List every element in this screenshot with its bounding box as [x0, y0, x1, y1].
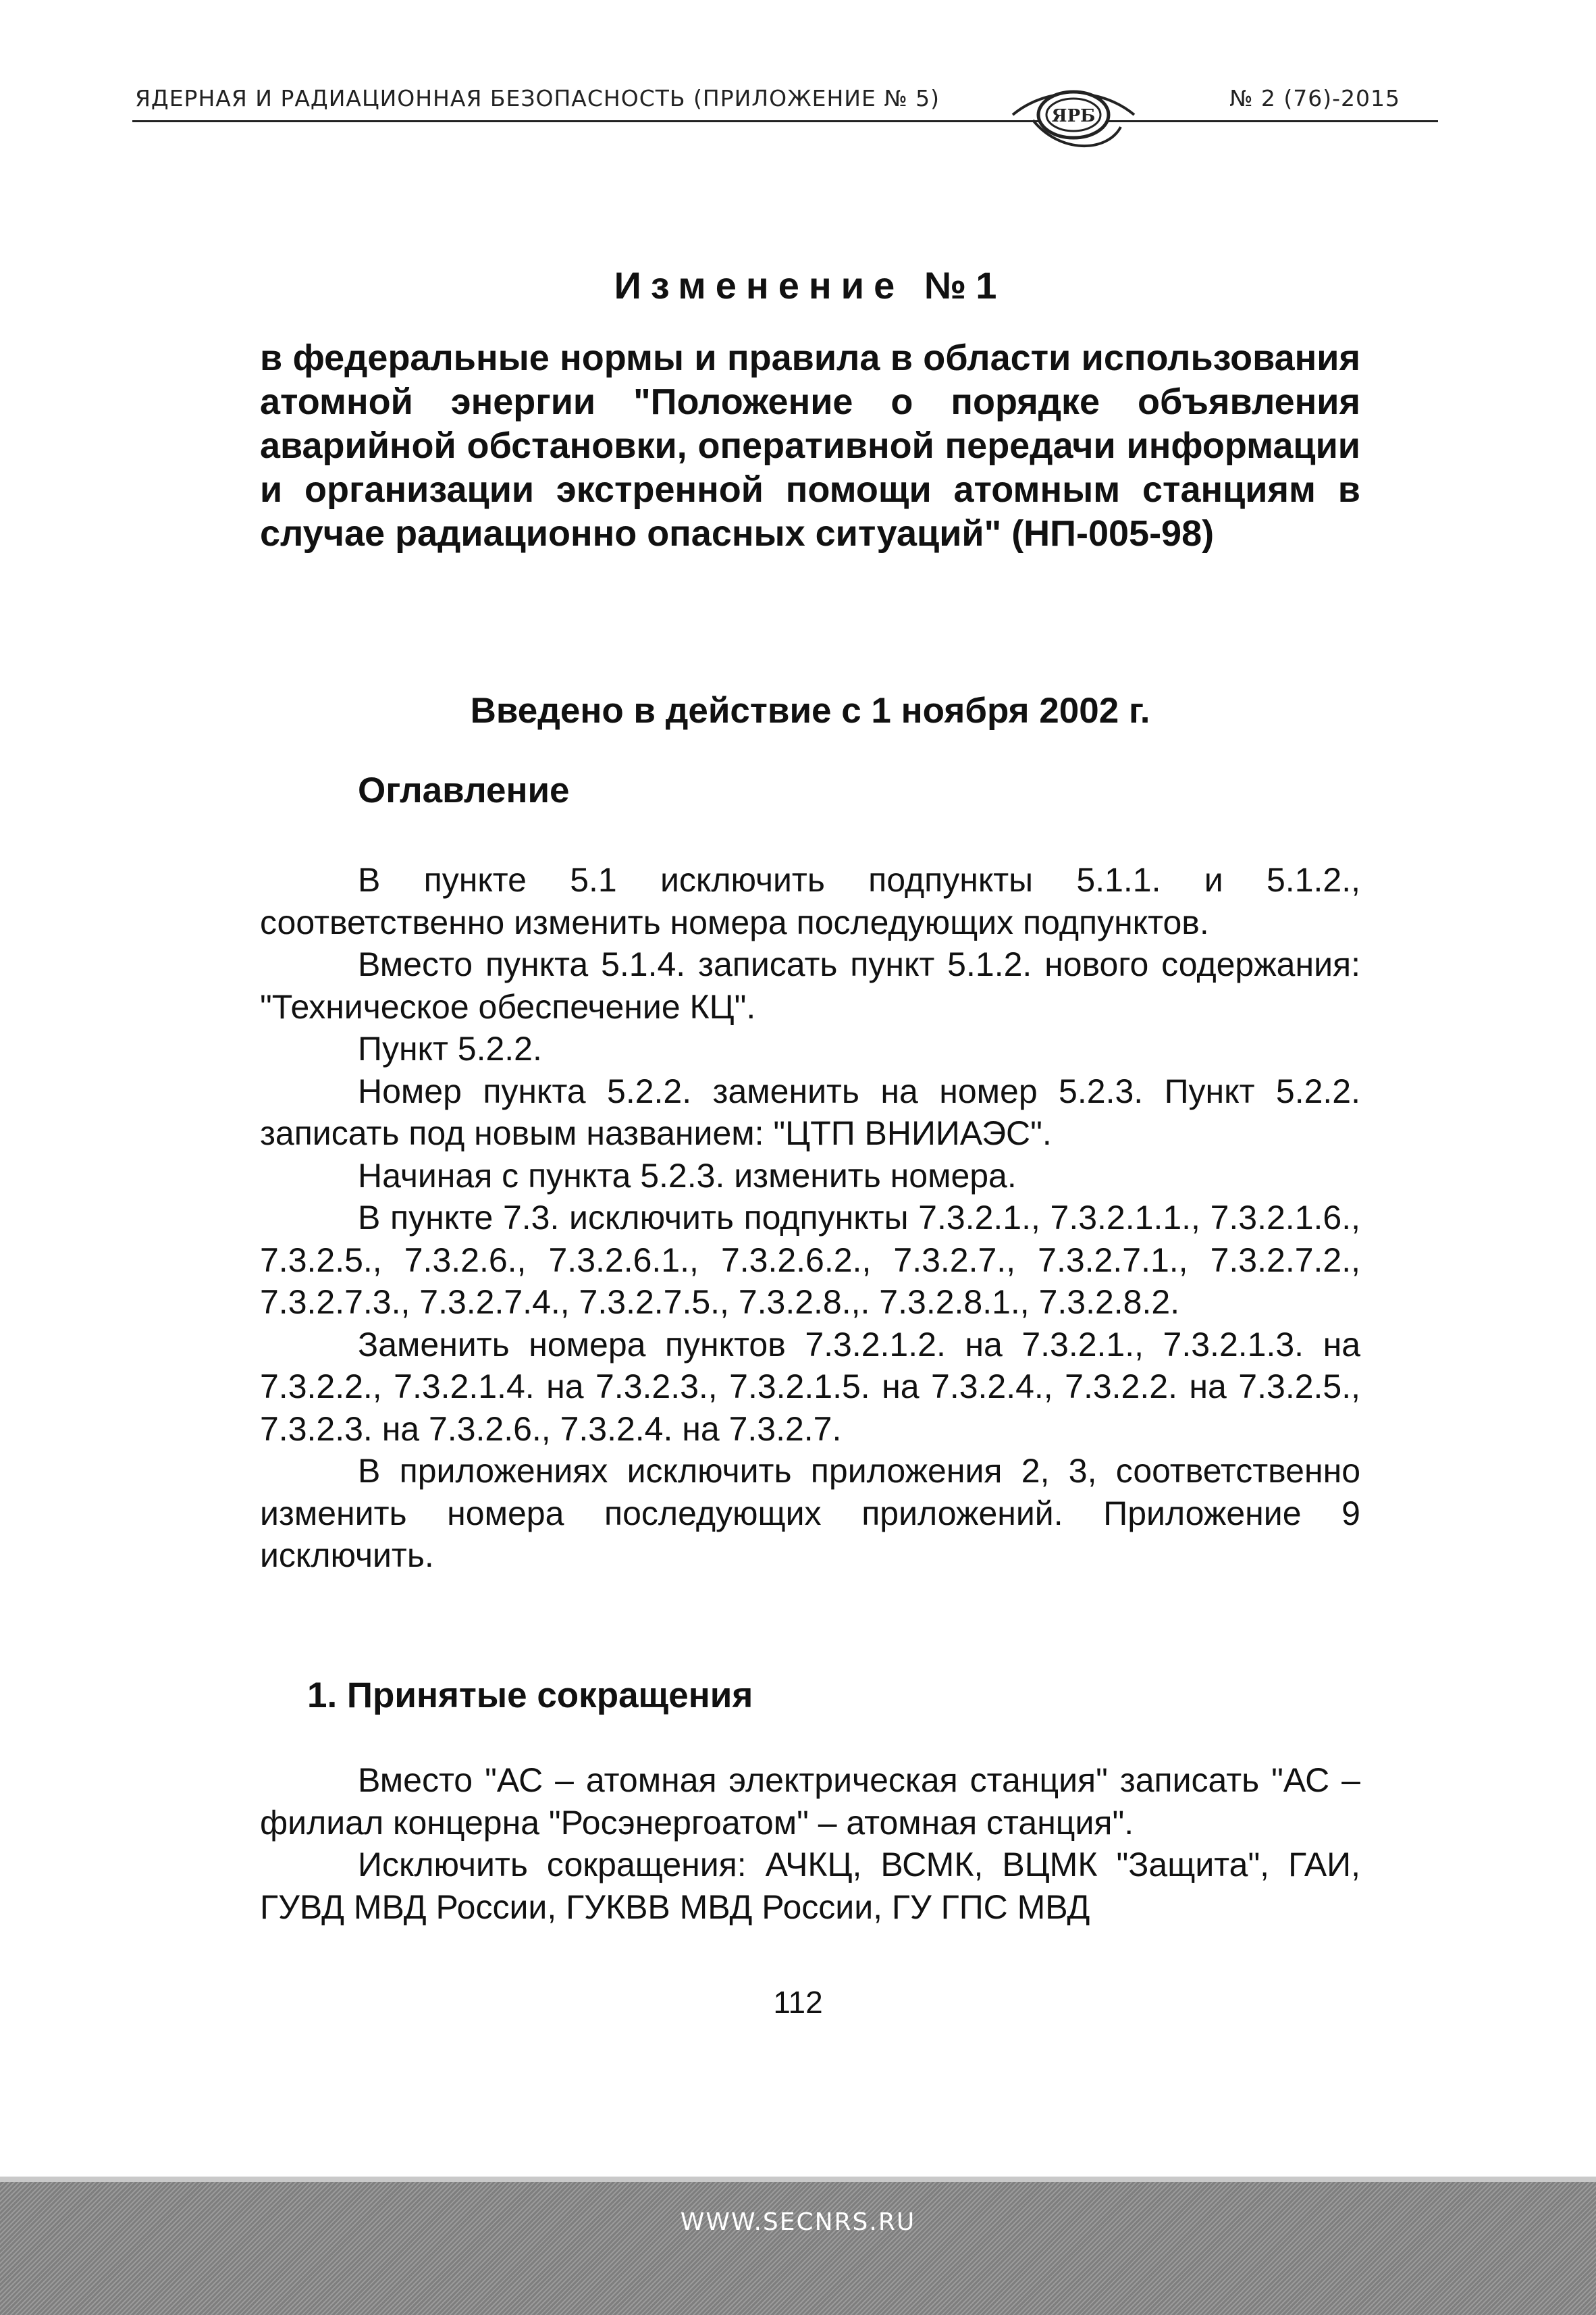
- journal-title: ЯДЕРНАЯ И РАДИАЦИОННАЯ БЕЗОПАСНОСТЬ (ПРИЛОЖЕНИЕ № 5): [135, 85, 940, 111]
- footer-url-link[interactable]: WWW.SECNRS.RU: [680, 2208, 916, 2236]
- effective-date: Введено в действие с 1 ноября 2002 г.: [470, 691, 1150, 731]
- paragraph: В приложениях исключить приложения 2, 3, соответственно изменить номера последующих приложений. Приложение 9 исключить.: [260, 1452, 1360, 1574]
- paragraph: В пункте 7.3. исключить подпункты 7.3.2.1., 7.3.2.1.1., 7.3.2.1.6., 7.3.2.5., 7.3.2.6., 7.3.2.6.1., 7.3.2.6.2., 7.3.2.7., 7.3.2.7.1., 7.3.2.7.2., 7.3.2.7.3., 7.3.2.7.4., 7.3.2.7.5., 7.3.2.8.,. 7.3.2.8.1., 7.3.2.8.2.: [260, 1199, 1360, 1321]
- paragraph: Исключить сокращения: АЧКЦ, ВСМК, ВЦМК "Защита", ГАИ, ГУВД МВД России, ГУКВВ МВД России, ГУ ГПС МВД: [260, 1846, 1360, 1926]
- logo-text: ЯРБ: [1051, 106, 1096, 126]
- document-heading: Изменение №1: [614, 264, 1007, 307]
- paragraph: В пункте 5.1 исключить подпункты 5.1.1. и 5.1.2., соответственно изменить номера последующих подпунктов.: [260, 861, 1360, 941]
- section-heading: 1. Принятые сокращения: [307, 1675, 753, 1715]
- paragraph: Вместо "АС – атомная электрическая станция" записать "АС – филиал концерна "Росэнергоатом" – атомная станция".: [260, 1761, 1360, 1842]
- page-number: 112: [773, 1985, 823, 2020]
- issue-number: № 2 (76)-2015: [1229, 85, 1400, 111]
- toc-paragraphs: [260, 859, 1360, 1577]
- journal-logo-icon: [1006, 73, 1141, 161]
- section-paragraphs: [260, 1759, 1360, 1928]
- paragraph: Начиная с пункта 5.2.3. изменить номера.: [358, 1156, 1017, 1195]
- paragraph: Заменить номера пунктов 7.3.2.1.2. на 7.3.2.1., 7.3.2.1.3. на 7.3.2.2., 7.3.2.1.4. на 7.3.2.3., 7.3.2.1.5. на 7.3.2.4., 7.3.2.2. на 7.3.2.5., 7.3.2.3. на 7.3.2.6., 7.3.2.4. на 7.3.2.7.: [260, 1325, 1360, 1448]
- toc-heading: Оглавление: [358, 771, 570, 810]
- paragraph: Пункт 5.2.2.: [358, 1030, 542, 1068]
- footer-band: [0, 2177, 1596, 2315]
- header-rule: [132, 120, 1438, 122]
- document-subject: в федеральные нормы и правила в области использования атомной энергии "Положение о порядке объявления аварийной обстановки, оперативной передачи информации и организации экстренной помощи атомным станциям в случае радиационно опасных ситуаций" (НП-005-98): [260, 338, 1360, 554]
- paragraph: Номер пункта 5.2.2. заменить на номер 5.2.3. Пункт 5.2.2. записать под новым названием: "ЦТП ВНИИАЭС".: [260, 1072, 1360, 1152]
- paragraph: Вместо пункта 5.1.4. записать пункт 5.1.2. нового содержания: "Техническое обеспечение КЦ".: [260, 945, 1360, 1026]
